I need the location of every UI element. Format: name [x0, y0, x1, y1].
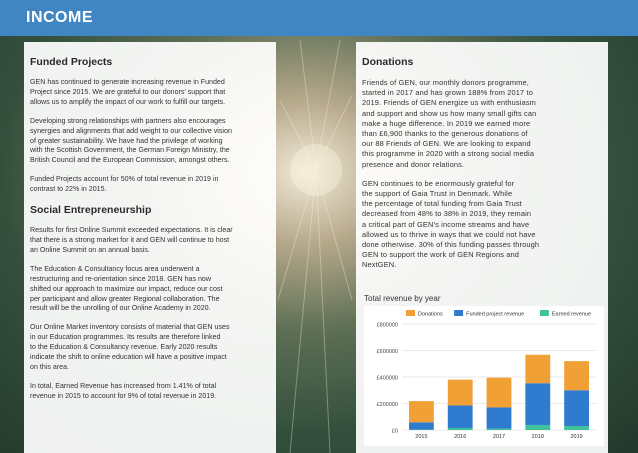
x-tick-label: 2015 — [415, 434, 428, 440]
bar-segment — [525, 425, 550, 430]
y-tick-label: £0 — [391, 428, 398, 435]
donations-paragraph-1: Friends of GEN, our monthly donors programme, started in 2017 and has grown 188% from 2017 to 2019. Friends of GEN energize us with enthusiasm and support and show us how many small gifts can make a huge difference. In 2019 we earned more than £6,900 thanks to the generous donations of our 88 Friends of GEN. We are looking to expand this programme in 2020 with a strong social media presence and donor relations. — [362, 78, 537, 169]
page-title: INCOME — [26, 9, 93, 26]
social-paragraph-1: Results for first Online Summit exceeded expectations. It is clear that there is a strong market for it and GEN will continue to host an Online Summit on an annual basis. — [30, 226, 233, 254]
social-paragraph-2: The Education & Consultancy focus area underwent a restructuring and re-orientation since 2018. GEN has now shifted our approach to maximize our impact, reduce our cost per participant and allow greater Regional collaboration. The result will be the unrolling of our Online Academy in 2020. — [30, 264, 223, 313]
funded-paragraph-1: GEN has continued to generate increasing revenue in Funded Project since 2015. We are grateful to our donors’ support that allows us to amplify the impact of our work to fulfill our targets. — [30, 78, 226, 106]
x-tick-label: 2019 — [570, 434, 583, 440]
bar-segment — [448, 428, 473, 430]
y-tick-label: £400000 — [376, 375, 398, 382]
legend-swatch — [454, 310, 463, 316]
bar-segment — [448, 405, 473, 428]
y-tick-label: £800000 — [376, 322, 398, 329]
legend-swatch — [406, 310, 415, 316]
x-tick-label: 2017 — [492, 434, 506, 440]
funded-paragraph-2: Developing strong relationships with partners also encourages synergies and alignments that add weight to our collective vision of greater sustainability. We have had the privilege of working with the Scottish Government, the German Foreign Ministry, the British Council and the European Commission, amongst others. — [30, 116, 232, 165]
revenue-chart-svg — [364, 306, 604, 446]
x-tick-label: 2016 — [454, 434, 467, 440]
bar-segment — [525, 355, 550, 383]
bar-segment — [564, 390, 589, 426]
funded-paragraph-3: Funded Projects account for 50% of total revenue in 2019 in contrast to 22% in 2015. — [30, 175, 219, 194]
donations-paragraph-2: GEN continues to be enormously grateful for the support of Gaia Trust in Denmark. While the percentage of total funding from Gaia Trust decreased from 48% to 38% in 2019, they remain a critical part of GEN’s income streams and have allowed us to thrive in ways that we could not have done otherwise. 30% of this funding passes through GEN to support the work of GEN Regions and NextGEN. — [362, 178, 540, 270]
bar-segment — [409, 401, 434, 422]
y-tick-label: £600000 — [376, 349, 398, 355]
social-paragraph-3: Our Online Market inventory consists of material that GEN uses in our Education programmes. Its results are therefore linked to the Education & Consultancy revenue. Early 2020 results indicate the shift to online education will have a positive impact on this area. — [30, 323, 230, 371]
donations-heading: Donations — [362, 56, 414, 68]
revenue-chart — [364, 306, 604, 446]
y-tick-label: £200000 — [376, 402, 398, 408]
social-paragraph-4: In total, Earned Revenue has increased from 1.41% of total revenue in 2015 to account for 9% of total revenue in 2019. — [30, 381, 217, 400]
bar-segment — [487, 407, 512, 428]
bar-segment — [525, 383, 550, 425]
bar-segment — [564, 361, 589, 390]
social-entrepreneurship-heading: Social Entrepreneurship — [30, 204, 152, 217]
x-tick-label: 2018 — [531, 434, 544, 440]
left-panel — [24, 42, 276, 453]
funded-projects-heading: Funded Projects — [30, 56, 113, 68]
chart-title: Total revenue by year — [364, 294, 441, 303]
legend-swatch — [540, 310, 549, 316]
bar-segment — [487, 429, 512, 430]
bar-segment — [409, 422, 434, 429]
bar-segment — [487, 378, 512, 408]
legend-label: Donations — [418, 311, 443, 318]
legend-label: Earned revenue — [551, 311, 592, 318]
legend-label: Funded project revenue — [466, 311, 525, 318]
header-bar — [0, 0, 638, 36]
bar-segment — [564, 426, 589, 430]
bar-segment — [448, 380, 473, 406]
